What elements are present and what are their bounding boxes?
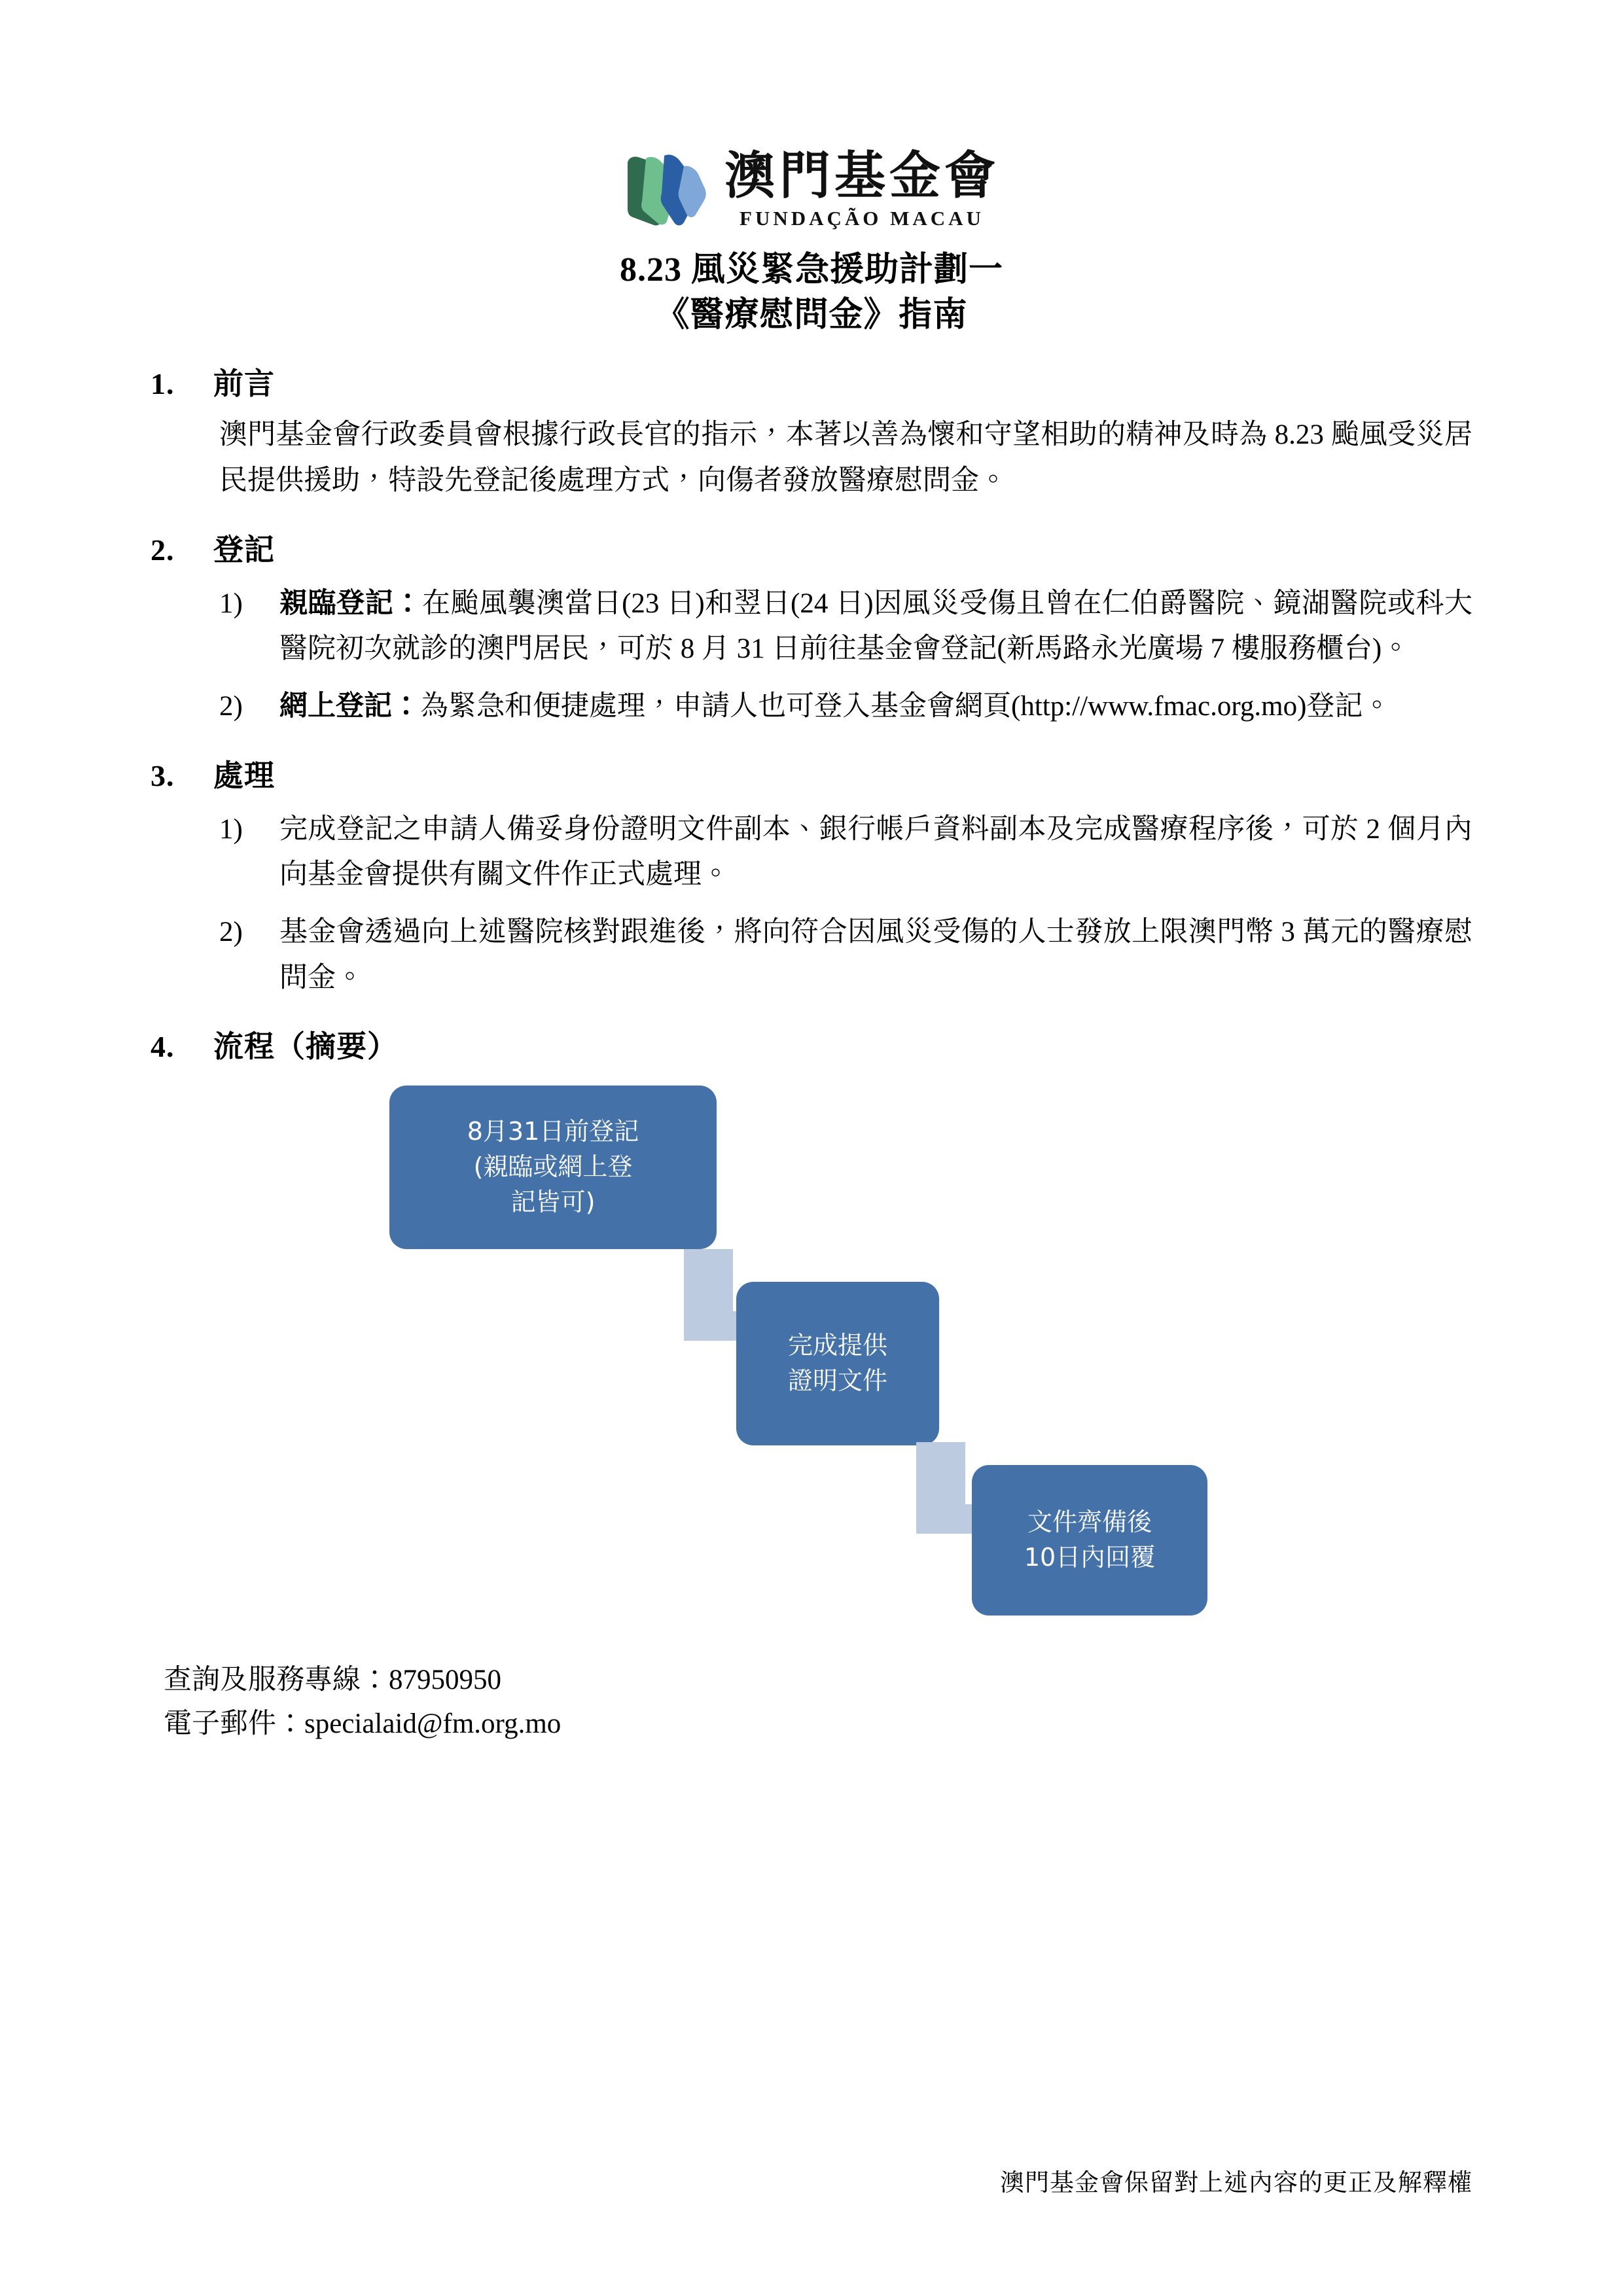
flow-step-register-line1: 8月31日前登記 [467, 1117, 639, 1146]
section-workflow [151, 1023, 1472, 1629]
document-title-line2: 《醫療慰問金》指南 [655, 296, 968, 334]
contact-hotline: 查詢及服務專線：87950950 [164, 1665, 501, 1696]
section-number: 1. [151, 367, 175, 401]
section-registration [151, 526, 1472, 730]
organization-logo [151, 147, 1472, 230]
section-heading [151, 1023, 1472, 1066]
flow-step-reply-line2: 10日內回覆 [1024, 1543, 1156, 1572]
flow-step-documents-line1: 完成提供 [787, 1331, 887, 1360]
section-number: 3. [151, 758, 175, 792]
foundation-mark-icon [624, 152, 707, 229]
list-item-number: 1) [219, 588, 243, 619]
list-item-label: 網上登記： [279, 690, 420, 722]
list-item [219, 684, 1472, 730]
flow-step-documents-line2: 證明文件 [787, 1366, 887, 1396]
logo-chinese-name: 澳門基金會 [724, 147, 999, 204]
section-title: 登記 [213, 533, 275, 567]
list-item-number: 2) [219, 916, 243, 947]
list-item-text: 為緊急和便捷處理，申請人也可登入基金會網頁(http://www.fmac.org.mo)登記。 [420, 690, 1391, 722]
workflow-diagram [219, 1086, 1371, 1629]
footer-disclaimer: 澳門基金會保留對上述內容的更正及解釋權 [1000, 2170, 1472, 2197]
section-title: 流程（摘要） [213, 1030, 398, 1064]
flow-step-reply-text [1024, 1505, 1155, 1576]
section-heading [151, 526, 1472, 569]
list-item [219, 807, 1472, 898]
list-item [219, 910, 1472, 1000]
section-number: 4. [151, 1030, 175, 1064]
section-number: 2. [151, 533, 175, 567]
list-item-text: 完成登記之申請人備妥身份證明文件副本、銀行帳戶資料副本及完成醫療程序後，可於 2 個月內向基金會提供有關文件作正式處理。 [279, 813, 1472, 891]
section-heading [151, 752, 1472, 795]
section-paragraph: 澳門基金會行政委員會根據行政長官的指示，本著以善為懷和守望相助的精神及時為 8.23 颱風受災居民提供援助，特設先登記後處理方式，向傷者發放醫療慰問金。 [219, 419, 1472, 496]
contact-email: 電子郵件：specialaid@fm.org.mo [164, 1708, 562, 1739]
flow-step-reply-line1: 文件齊備後 [1027, 1508, 1152, 1537]
section-heading [151, 360, 1472, 403]
list-item-label: 親臨登記： [279, 588, 422, 619]
contact-info [164, 1659, 1472, 1746]
document-title-line1: 8.23 風災緊急援助計劃一 [619, 251, 1003, 289]
list-item-text: 基金會透過向上述醫院核對跟進後，將向符合因風災受傷的人士發放上限澳門幣 3 萬元的醫療慰問金。 [279, 916, 1472, 993]
flow-step-register-line3: 記皆可) [510, 1188, 596, 1217]
flow-step-register-text [467, 1114, 639, 1220]
logo-wordmark [724, 147, 999, 230]
document-title [151, 247, 1472, 338]
logo-row [624, 147, 999, 230]
section-preamble [151, 360, 1472, 503]
list-item-body [279, 684, 1472, 730]
section-title: 處理 [213, 758, 275, 792]
logo-portuguese-name: FUNDAÇÃO MACAU [740, 207, 984, 230]
flow-step-register-line2: (親臨或網上登 [473, 1152, 633, 1182]
section-processing [151, 752, 1472, 1001]
section-title: 前言 [213, 367, 275, 401]
list-item-number: 1) [219, 813, 243, 845]
list-item-body [279, 581, 1472, 672]
flow-step-documents [736, 1282, 939, 1445]
list-item-text: 在颱風襲澳當日(23 日)和翌日(24 日)因風災受傷且曾在仁伯爵醫院、鏡湖醫院或科大醫院初次就診的澳門居民，可於 8 月 31 日前往基金會登記(新馬路永光廣場 7 樓服務櫃台)。 [279, 588, 1473, 665]
list-item-number: 2) [219, 690, 243, 722]
list-item [219, 581, 1472, 672]
flow-step-documents-text [788, 1328, 887, 1399]
flow-step-reply [972, 1465, 1207, 1616]
flow-step-register [389, 1086, 717, 1249]
